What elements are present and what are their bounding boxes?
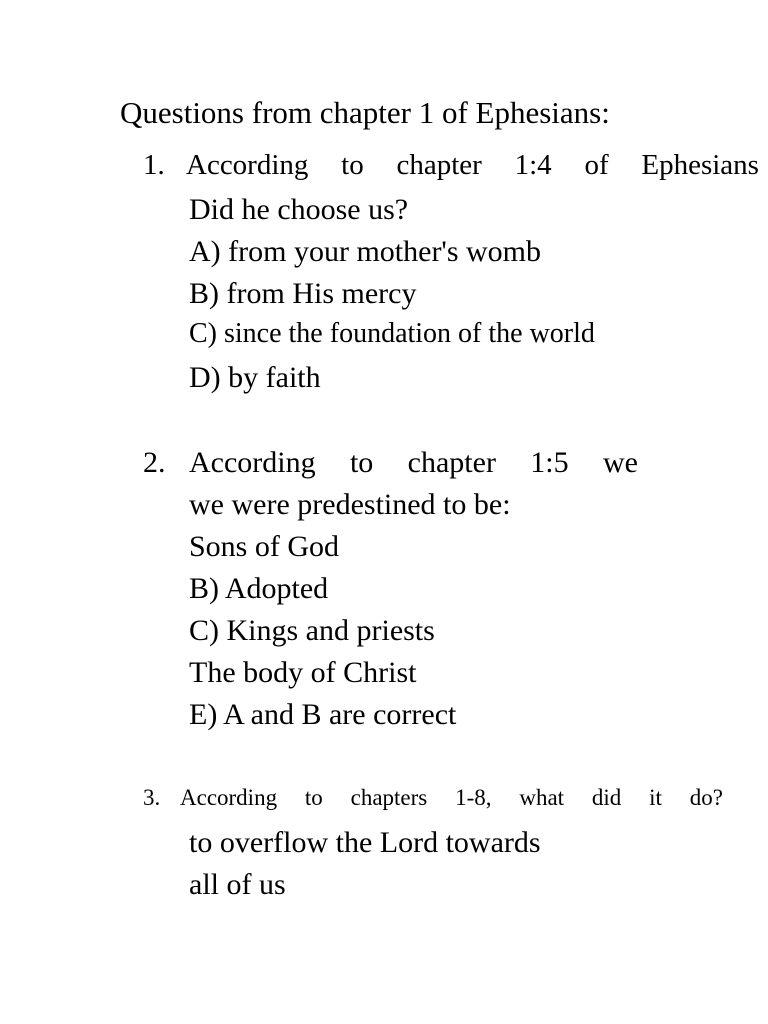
stem-word: chapter bbox=[407, 446, 496, 479]
question-2-option-4: The body of Christ bbox=[189, 656, 417, 689]
question-2-number: 2. bbox=[143, 446, 166, 479]
stem-word: did bbox=[591, 785, 622, 810]
page-title: Questions from chapter 1 of Ephesians: bbox=[120, 95, 610, 130]
question-2-option-c: C) Kings and priests bbox=[189, 614, 435, 647]
question-1-stem bbox=[186, 151, 759, 180]
question-2-continuation: we were predestined to be: bbox=[189, 488, 511, 521]
question-1-option-b: B) from His mercy bbox=[189, 277, 417, 310]
stem-word: According bbox=[186, 149, 309, 181]
question-2-option-1: Sons of God bbox=[189, 530, 340, 563]
stem-word: do? bbox=[689, 785, 723, 810]
stem-word: According bbox=[189, 446, 316, 479]
question-3-stem bbox=[180, 786, 723, 809]
stem-word: to bbox=[304, 785, 323, 810]
question-3-answer-line-2: all of us bbox=[189, 868, 286, 901]
stem-word: chapter bbox=[396, 149, 482, 181]
stem-word: it bbox=[649, 785, 662, 810]
question-1-number: 1. bbox=[143, 149, 165, 181]
stem-word: to bbox=[349, 446, 374, 479]
stem-word: 1:4 bbox=[514, 149, 552, 181]
question-1-option-d: D) by faith bbox=[189, 361, 321, 394]
stem-word: of bbox=[584, 149, 609, 181]
stem-word: According bbox=[180, 785, 278, 810]
question-3-answer-line-1: to overflow the Lord towards bbox=[189, 826, 541, 859]
stem-word: what bbox=[519, 785, 565, 810]
question-2-stem bbox=[189, 448, 638, 478]
stem-word: 1:5 bbox=[530, 446, 569, 479]
question-1-continuation: Did he choose us? bbox=[189, 193, 409, 226]
question-2-option-e: E) A and B are correct bbox=[189, 698, 457, 731]
question-3-number: 3. bbox=[143, 785, 161, 810]
stem-word: to bbox=[341, 149, 364, 181]
stem-word: 1-8, bbox=[455, 785, 492, 810]
question-1-option-c: C) since the foundation of the world bbox=[189, 318, 595, 349]
question-1-option-a: A) from your mother's womb bbox=[189, 235, 542, 268]
stem-word: chapters bbox=[350, 785, 428, 810]
stem-word: we bbox=[602, 446, 638, 479]
question-2-option-b: B) Adopted bbox=[189, 572, 329, 605]
stem-word: Ephesians bbox=[641, 149, 759, 181]
